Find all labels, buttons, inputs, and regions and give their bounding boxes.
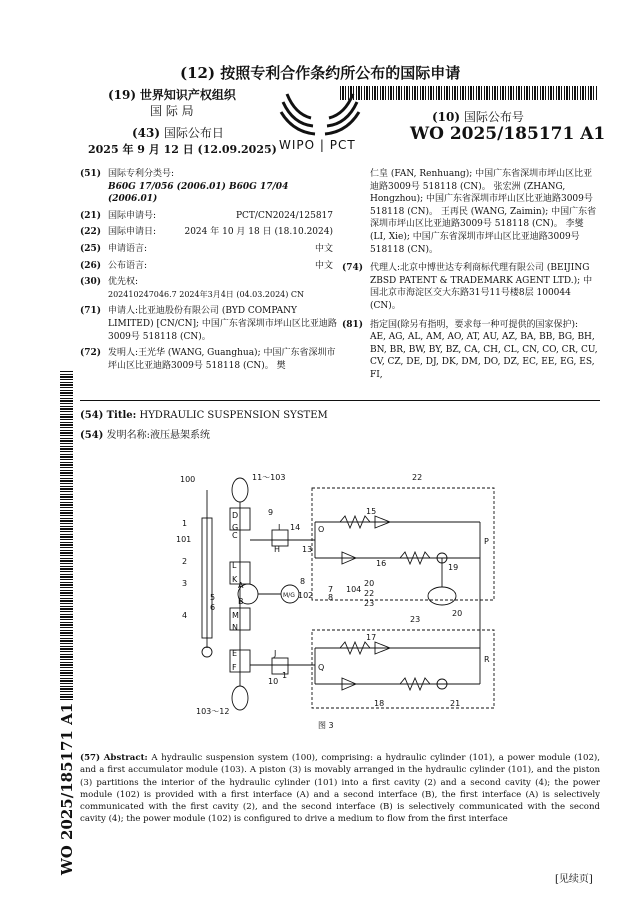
svg-text:M/G: M/G — [283, 592, 295, 599]
svg-text:102: 102 — [298, 591, 314, 600]
org-code: (19) — [108, 88, 137, 102]
svg-text:M: M — [232, 611, 239, 620]
svg-text:23: 23 — [364, 599, 375, 608]
continued-note: [见续页] — [555, 874, 593, 885]
svg-text:16: 16 — [376, 559, 387, 568]
biblio-22: (22) 国际申请日: 2024 年 10 月 18 日 (18.10.2024) — [80, 227, 333, 238]
pubno-label: 国际公布号 — [463, 110, 524, 124]
svg-text:22: 22 — [364, 589, 375, 598]
biblio-81: (81) 指定国(除另有指明，要求每一种可提供的国家保护): AE, AG, AL, AM, AO, AT, AU, AZ, BA, BB, BG, BH, BN, BR, BW, BY, BZ, CA, CH, CL, CN, CO, CR, CU, CV, CZ, DE, DJ, DK, DM, DO, DZ, EC, EE, EG, ES, FI, — [342, 319, 598, 380]
svg-text:11～103: 11～103 — [252, 473, 286, 482]
biblio-71: (71) 申请人:比亚迪股份有限公司 (BYD COMPANY LIMITED) [CN/CN]; 中国广东省深圳市坪山区比亚迪路3009号 518118 (CN)。 — [80, 306, 337, 342]
org-name: 世界知识产权组织 — [139, 88, 236, 102]
svg-text:23: 23 — [410, 615, 421, 624]
svg-text:15: 15 — [366, 507, 377, 516]
wipo-logo — [265, 84, 375, 156]
svg-text:O: O — [318, 525, 325, 534]
svg-text:2: 2 — [182, 557, 188, 566]
svg-text:P: P — [484, 537, 489, 546]
top-barcode — [340, 86, 598, 100]
svg-text:1: 1 — [282, 671, 288, 680]
divider — [80, 400, 600, 401]
bureau: 国 际 局 — [150, 104, 194, 118]
svg-text:7: 7 — [328, 585, 334, 594]
svg-text:6: 6 — [210, 603, 216, 612]
abstract: (57) Abstract: A hydraulic suspension system (100), comprising: a hydraulic cylinder (101), a power module (102), and a first accumulator module (103). A piston (3) is movably arranged in the hydraulic cylinder (101), and the piston (3) partitions the interior of the hydraulic cylinder (101) into a first cavity (2) and a second cavity (4); the power module (102) is provided with a first interface (A) and a second interface (B), the first interface (A) is selectively communicated with the first cavity (2), and the second interface (B) is selectively communicated with the second cavity (4); the power module (102) is configured to drive a medium to flow from the first interface — [80, 753, 601, 825]
org-block — [108, 86, 236, 103]
biblio-72: (72) 发明人:王光华 (WANG, Guanghua); 中国广东省深圳市坪山区比亚迪路3009号 518118 (CN)。 樊 — [80, 348, 336, 371]
svg-text:103～12: 103～12 — [196, 707, 230, 716]
svg-text:14: 14 — [290, 523, 301, 532]
svg-text:Q: Q — [318, 663, 325, 672]
pubno-code: (10) — [432, 110, 461, 124]
page-title: (12) 按照专利合作条约所公布的国际申请 — [180, 64, 461, 82]
svg-text:8: 8 — [300, 577, 306, 586]
title-zh: (54) 发明名称:液压悬架系统 — [80, 430, 210, 441]
svg-text:21: 21 — [450, 699, 461, 708]
svg-text:1: 1 — [182, 519, 188, 528]
pubdate-label: 国际公布日 — [163, 126, 224, 140]
svg-text:E: E — [232, 649, 238, 658]
biblio-25: (25) 申请语言: 中文 — [80, 243, 333, 254]
svg-text:G: G — [232, 523, 239, 532]
biblio-21: (21) 国际申请号: PCT/CN2024/125817 — [80, 210, 333, 221]
biblio-72-cont: 仁皇 (FAN, Renhuang); 中国广东省深圳市坪山区比亚迪路3009号 518118 (CN)。 张宏洲 (ZHANG, Hongzhou); 中国广东省深圳市坪山区比亚迪路3009号 518118 (CN)。 王再民 (WANG, Zaimin); 中国广东省深圳市坪山区比亚迪路3009号 518118 (CN)。 李燮 (LI, Xie); 中国广东省深圳市坪山区比亚迪路3009号 518118 (CN)。 — [370, 169, 597, 255]
hydraulic-diagram — [150, 470, 510, 730]
svg-text:B: B — [238, 597, 244, 606]
pubno-label-row — [432, 108, 524, 125]
svg-text:4: 4 — [182, 611, 188, 620]
svg-text:F: F — [232, 663, 237, 672]
side-publication-number: WO 2025/185171 A1 — [58, 702, 76, 876]
wipo-logo-text: WIPO | PCT — [279, 138, 356, 152]
biblio-left — [80, 168, 340, 372]
svg-text:101: 101 — [176, 535, 192, 544]
biblio-right — [342, 168, 600, 382]
svg-text:17: 17 — [366, 633, 377, 642]
svg-text:N: N — [232, 623, 238, 632]
svg-text:20: 20 — [364, 579, 375, 588]
publication-number: WO 2025/185171 A1 — [410, 124, 606, 144]
svg-text:9: 9 — [268, 508, 274, 517]
svg-text:D: D — [232, 511, 239, 520]
svg-text:13: 13 — [302, 545, 313, 554]
svg-text:I: I — [278, 523, 281, 532]
svg-text:8: 8 — [328, 593, 334, 602]
svg-text:R: R — [484, 655, 490, 664]
svg-text:L: L — [232, 561, 237, 570]
svg-text:5: 5 — [210, 593, 216, 602]
biblio-74: (74) 代理人:北京中博世达专利商标代理有限公司 (BEIJING ZBSD PATENT & TRADEMARK AGENT LTD.); 中国北京市海淀区交大东路31号11号楼8层 100044 (CN)。 — [342, 263, 593, 311]
svg-text:3: 3 — [182, 579, 188, 588]
svg-text:H: H — [274, 545, 281, 554]
svg-text:10: 10 — [268, 677, 279, 686]
svg-text:22: 22 — [412, 473, 423, 482]
svg-text:C: C — [232, 531, 238, 540]
side-barcode — [60, 370, 73, 700]
svg-text:104: 104 — [346, 585, 362, 594]
pubdate-label-row — [132, 124, 224, 141]
svg-text:18: 18 — [374, 699, 385, 708]
svg-text:图 3: 图 3 — [318, 721, 334, 730]
svg-text:19: 19 — [448, 563, 459, 572]
pubdate-code: (43) — [132, 126, 161, 140]
svg-text:A: A — [238, 581, 244, 590]
biblio-26: (26) 公布语言: 中文 — [80, 260, 333, 271]
svg-text:100: 100 — [180, 475, 196, 484]
svg-text:J: J — [274, 649, 277, 658]
svg-text:20: 20 — [452, 609, 463, 618]
title-en: (54) Title: HYDRAULIC SUSPENSION SYSTEM — [80, 410, 328, 421]
biblio-30: (30) 优先权: 202410247046.7 2024年3月4日 (04.03.2024) CN — [80, 277, 305, 299]
pubdate: 2025 年 9 月 12 日 (12.09.2025) — [88, 143, 277, 156]
biblio-51: (51) 国际专利分类号: B60G 17/056 (2006.01) B60G 17/04 (2006.01) — [80, 169, 289, 205]
svg-text:K: K — [232, 575, 238, 584]
